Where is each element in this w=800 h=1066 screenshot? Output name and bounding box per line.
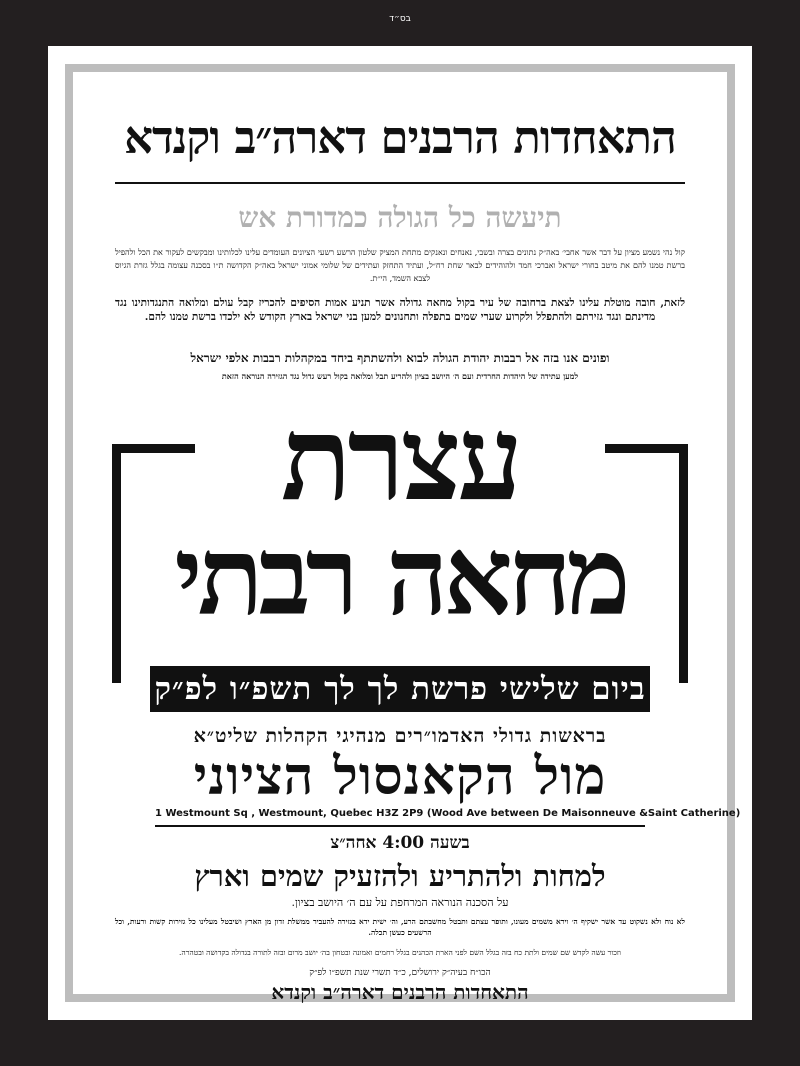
- leaders-line: בראשות גדולי האדמו״רים מנהיגי הקהלות שליט״א: [193, 725, 607, 747]
- venue-address: 1 Westmount Sq , Westmount, Quebec H3Z 2P9 (Wood Ave between De Maisonneuve &Saint Catherine): [155, 807, 645, 827]
- org-title: התאחדות הרבנים דארה״ב וקנדא: [124, 111, 676, 164]
- appeal-subline: למען עתידה של היהדות החרדית ועם ה׳ היושב בציון ולהריע תבל ומלואה בקול רעש גדול נגד הגזירה הנוראה הזאת: [221, 371, 579, 381]
- date-banner: [150, 666, 650, 712]
- closing-note: וזכור עשה לקדש שם שמים ולתת כח בזה בגלל השם לפני הארת הכהנים בגלל רחמים ואמונה ובטחון בה׳ יושב מרום ובזה לתורה בגדולה בקדושה ובטהרה.: [179, 948, 621, 957]
- event-time: בשעה 4:00 אחה״צ: [330, 833, 470, 853]
- intro-paragraph: קול נהי נשמע מציון על דבר אשר אחבי׳ באה״ק נתונים בצרה ובשבי, נאנחים ונאנקים מתחת המציק שלטון הרשע רשעי הציונים העומדים עלינו לכלותינו ומבקשים לעקור את הכל ולהפיל ברשת טמנו להם את מיטב בחורי ישראל ואברכי חמד ולהוהידים לבאר שחת רח״ל, ועתיד התחזק ועתידים של שלומי אמוני ישראל באה״ק הקדושה ת״ו בסכנה עצומה בגלל גזרת הגיוס לצבא השמד, הי״ת.: [115, 248, 685, 283]
- poster-inner-border: [73, 72, 741, 1004]
- poster-frame: [65, 64, 741, 1004]
- verse-heading: תיעשה כל הגולה כמדורת אש: [238, 201, 562, 234]
- closing-paragraph: לא נוח ולא נשקוט עד אשר ישקיף ה׳ וירא משמים מעונו, ותופר עצתם ותבטל מחשבתם הרע, וה׳ ישית ידא בגזירה להעביר ממשלת זדון מן הארץ ושיבטל מעלינו כל גזירות קשות ורעות, וכל הרשעים כעשן תכלה.: [115, 917, 685, 937]
- main-title-line-2: מחאה רבתי: [174, 514, 626, 640]
- poster-content: [115, 74, 741, 1004]
- signature-org: התאחדות הרבנים דארה״ב וקנדא: [271, 980, 529, 1004]
- appeal-line: ופונים אנו בזה אל רבבות יהודת הגולה לבוא ולהשתתף ביחד במקהלות רבבות אלפי ישראל: [190, 351, 610, 365]
- call-to-protest: למחות ולהתריע ולהזעיק שמים וארץ: [194, 859, 606, 893]
- danger-line: על הסכנה הנוראה המרחפת על עם ה׳ היושב בציון.: [291, 896, 509, 909]
- venue-title: מול הקאנסול הציוני: [193, 746, 607, 807]
- date-text: ביום שלישי פרשת לך לך תשפ״ו לפ״ק: [154, 671, 646, 707]
- signature-date: הכו״ח בעיה״ק ירושלים, כ״ד תשרי שנת תשפ״ו לפ״ק: [309, 968, 491, 978]
- top-mark: בס״ד: [389, 14, 411, 24]
- title-rule: [115, 182, 685, 184]
- main-title-line-1: עצרת: [280, 391, 520, 527]
- poster-page: [48, 46, 752, 1020]
- obligation-paragraph: לזאת, חובה מוטלת עלינו לצאת ברחובה של עיר בקול מחאה גדולה אשר תניע אמות הסיפים להכריז קבל עולם ומלואה התנגדותינו נגד מדינתם ונגד גזירתם ולהתפלל ולקרוע שערי שמים בתפלה ותחנונים למען בני ישראל בארץ הקודש לא ילכדו ברשת טמנו להם.: [115, 297, 685, 323]
